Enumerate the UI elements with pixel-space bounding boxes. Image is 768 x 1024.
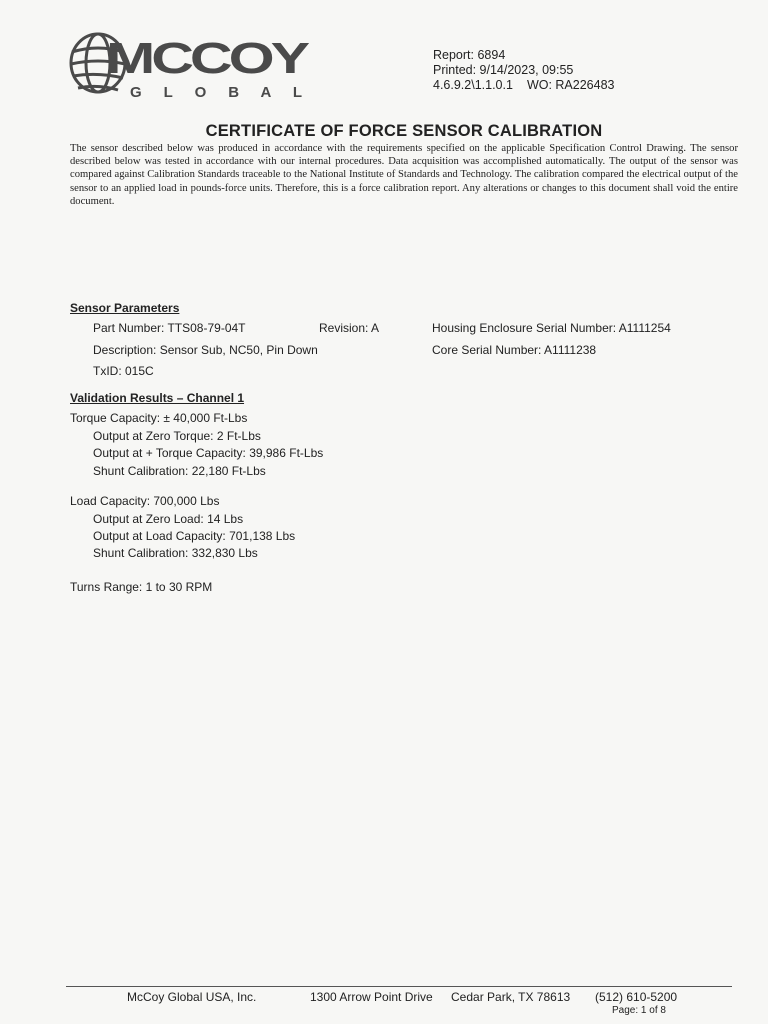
work-order: WO: RA226483 <box>526 78 615 92</box>
footer-phone: (512) 610-5200 <box>595 990 678 1004</box>
turns-range: Turns Range: 1 to 30 RPM <box>70 580 213 594</box>
validation-results-heading: Validation Results – Channel 1 <box>70 391 245 405</box>
output-torque-capacity: Output at + Torque Capacity: 39,986 Ft-Lbs <box>93 446 324 460</box>
part-number: Part Number: TTS08-79-04T <box>93 321 246 335</box>
output-load-capacity: Output at Load Capacity: 701,138 Lbs <box>93 529 296 543</box>
report-info <box>433 48 614 93</box>
txid: TxID: 015C <box>93 364 154 378</box>
footer-company: McCoy Global USA, Inc. <box>127 990 257 1004</box>
torque-shunt-calibration: Shunt Calibration: 22,180 Ft-Lbs <box>93 464 266 478</box>
footer-divider <box>66 986 732 987</box>
housing-serial-number: Housing Enclosure Serial Number: A1111254 <box>432 321 671 335</box>
report-number: Report: 6894 <box>433 48 506 62</box>
version-wo-line <box>433 78 614 93</box>
revision: Revision: A <box>319 321 380 335</box>
document-title: CERTIFICATE OF FORCE SENSOR CALIBRATION <box>205 122 603 140</box>
footer-address: 1300 Arrow Point Drive <box>310 990 433 1004</box>
printed-date: Printed: 9/14/2023, 09:55 <box>433 63 574 77</box>
torque-capacity: Torque Capacity: ± 40,000 Ft-Lbs <box>70 411 248 425</box>
sensor-parameters-heading: Sensor Parameters <box>70 301 180 315</box>
core-serial-number: Core Serial Number: A1111238 <box>432 343 597 357</box>
footer-city: Cedar Park, TX 78613 <box>451 990 571 1004</box>
mccoy-global-logo <box>68 28 318 104</box>
description: Description: Sensor Sub, NC50, Pin Down <box>93 343 318 357</box>
load-capacity: Load Capacity: 700,000 Lbs <box>70 494 220 508</box>
logo-tagline: G L O B A L <box>130 84 302 101</box>
output-zero-torque: Output at Zero Torque: 2 Ft-Lbs <box>93 429 261 443</box>
intro-paragraph: The sensor described below was produced in accordance with the requirements specified on the applicable Specification Control Drawing. The sensor described below was tested in accordance with our internal procedures. Data acquisition was accomplished automatically. The output of the sensor was compared against Calibration Standards traceable to the National Institute of Standards and Technology. The calibration compared the electrical output of the sensor to an applied load in pounds-force units. Therefore, this is a force calibration report. Any alterations or changes to this document shall void the entire document. <box>70 143 738 207</box>
load-shunt-calibration: Shunt Calibration: 332,830 Lbs <box>93 546 258 560</box>
output-zero-load: Output at Zero Load: 14 Lbs <box>93 512 244 526</box>
page-number: Page: 1 of 8 <box>612 1005 666 1016</box>
logo-wordmark: MCCOY <box>106 34 310 83</box>
version-number: 4.6.9.2\1.1.0.1 <box>433 78 513 92</box>
